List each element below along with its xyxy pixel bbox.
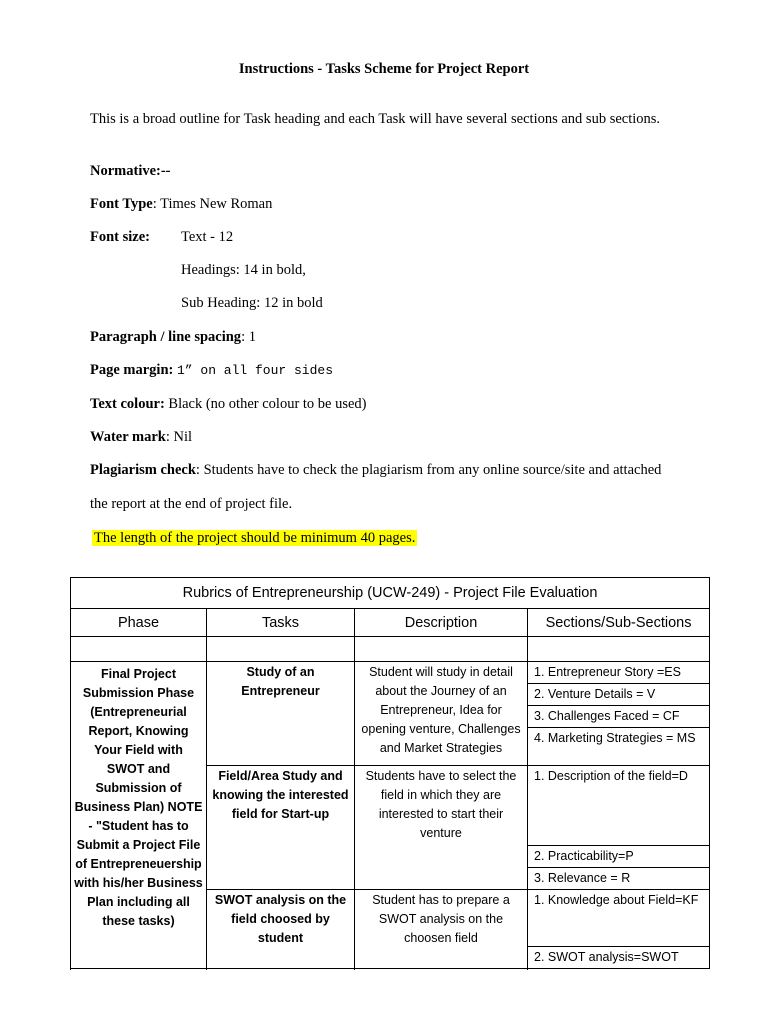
table-row	[71, 662, 710, 684]
blank-row	[71, 637, 710, 662]
water-mark-line	[90, 428, 192, 446]
rubric-caption: Rubrics of Entrepreneurship (UCW-249) - Project File Evaluation	[71, 578, 710, 609]
header-tasks: Tasks	[207, 609, 355, 637]
page-title: Instructions - Tasks Scheme for Project Report	[238, 61, 530, 77]
font-size-label: Font size:	[90, 229, 150, 245]
font-type-label: Font Type	[90, 196, 153, 212]
phase-cell: Final Project Submission Phase (Entrepreneurial Report, Knowing Your Field with SWOT and Submission of Business Plan) NOTE - "Student has to Submit a Project File of Entrepreneuership with his/her Business Plan including all these tasks)	[71, 662, 207, 969]
plagiarism-line-1	[90, 461, 661, 479]
water-mark-label: Water mark	[90, 429, 166, 445]
normative-heading: Normative:--	[90, 163, 171, 179]
description-cell: Students have to select the field in which they are interested to start their venture	[355, 766, 528, 890]
font-type-line	[90, 195, 272, 213]
plagiarism-label: Plagiarism check	[90, 462, 196, 478]
description-cell: Student will study in detail about the Journey of an Entrepreneur, Idea for opening venture, Challenges and Market Strategies	[355, 662, 528, 766]
paragraph-spacing-value: : 1	[241, 329, 256, 345]
section-cell: 1. Entrepreneur Story =ES	[528, 662, 710, 684]
paragraph-spacing-label: Paragraph / line spacing	[90, 329, 242, 345]
length-note-highlight: The length of the project should be minimum 40 pages.	[94, 530, 416, 546]
section-cell: 3. Challenges Faced = CF	[528, 706, 710, 728]
header-phase: Phase	[71, 609, 207, 637]
font-size-text: Text - 12	[181, 229, 234, 245]
length-note	[92, 529, 417, 547]
font-size-subheading: Sub Heading: 12 in bold	[181, 295, 323, 311]
task-cell: Field/Area Study and knowing the interested field for Start-up	[207, 766, 355, 890]
page-margin-line	[90, 361, 333, 380]
font-type-value: : Times New Roman	[152, 196, 273, 212]
section-cell: 2. Venture Details = V	[528, 684, 710, 706]
section-cell: 4. Marketing Strategies = MS	[528, 728, 710, 766]
header-description: Description	[355, 609, 528, 637]
task-cell: Study of an Entrepreneur	[207, 662, 355, 766]
description-cell: Student has to prepare a SWOT analysis on the choosen field	[355, 890, 528, 969]
section-cell: 2. SWOT analysis=SWOT	[528, 947, 710, 969]
water-mark-value: : Nil	[165, 429, 193, 445]
font-size-headings: Headings: 14 in bold,	[181, 262, 306, 278]
header-sections: Sections/Sub-Sections	[528, 609, 710, 637]
section-cell: 1. Description of the field=D	[528, 766, 710, 846]
text-colour-label: Text colour:	[90, 396, 165, 412]
page-margin-value: 1” on all four sides	[176, 363, 334, 378]
plagiarism-value-1: : Students have to check the plagiarism from any online source/site and attached	[195, 462, 662, 478]
intro-paragraph: This is a broad outline for Task heading and each Task will have several sections and sub sections.	[90, 111, 661, 127]
section-cell: 1. Knowledge about Field=KF	[528, 890, 710, 947]
task-cell: SWOT analysis on the field choosed by student	[207, 890, 355, 969]
page-margin-label: Page margin:	[90, 362, 174, 378]
paragraph-spacing-line	[90, 328, 256, 346]
section-cell: 3. Relevance = R	[528, 868, 710, 890]
rubric-table	[70, 577, 710, 969]
text-colour-value: Black (no other colour to be used)	[164, 396, 367, 412]
text-colour-line	[90, 395, 367, 413]
section-cell: 2. Practicability=P	[528, 846, 710, 868]
plagiarism-line-2: the report at the end of project file.	[90, 496, 293, 512]
